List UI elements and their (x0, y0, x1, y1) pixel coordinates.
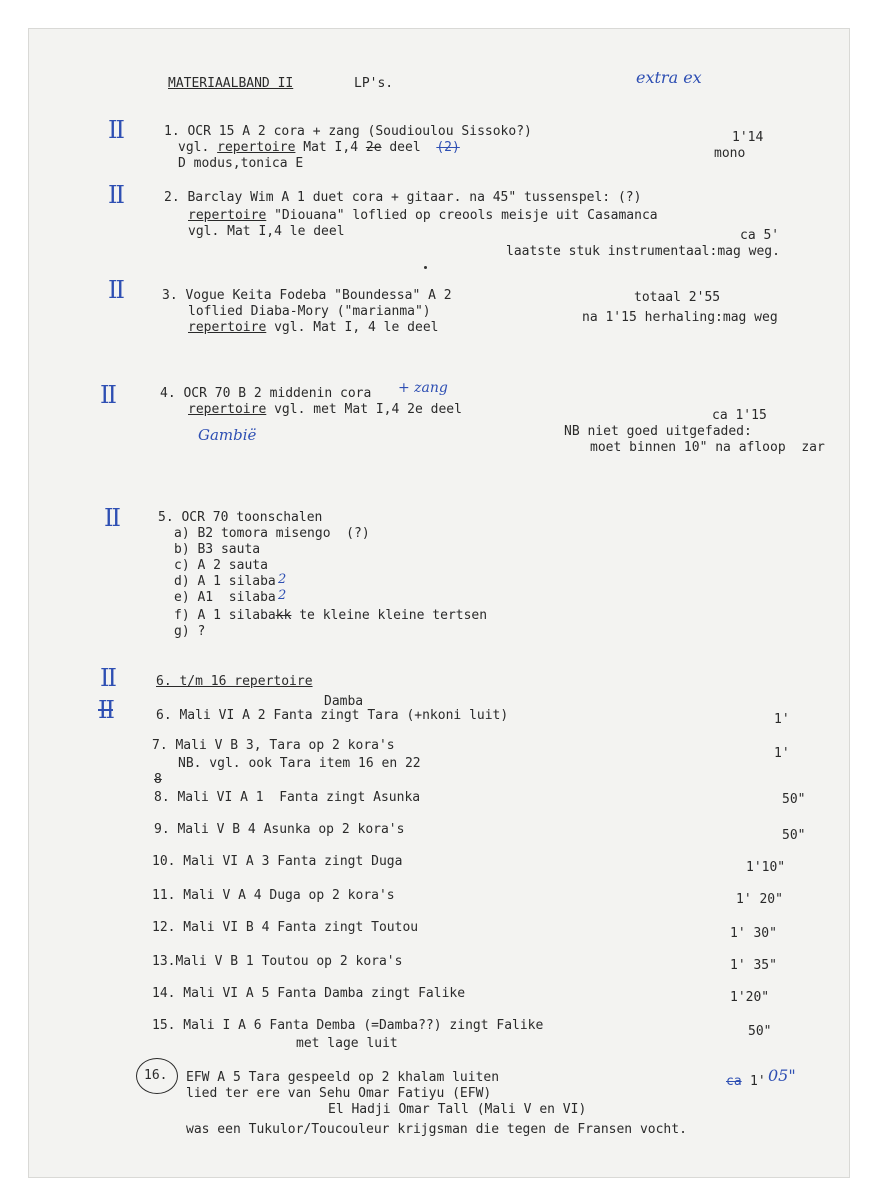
item-14-duration: 1'20" (730, 990, 770, 1005)
item-4-line-2: repertoire vgl. met Mat I,4 2e deel (188, 402, 462, 417)
item-4-nb-line-2: moet binnen 10" na afloop zar (590, 440, 825, 455)
document-page (28, 28, 850, 1178)
item-5-sub-f: f) A 1 silabakk te kleine kleine tertsen (174, 608, 488, 623)
item-3-note: na 1'15 herhaling:mag weg (582, 310, 778, 325)
item-5-hand-mark-e: 2 (278, 588, 287, 603)
roman-numeral-mark-5: II (104, 504, 119, 532)
item-16-line-3: El Hadji Omar Tall (Mali V en VI) (328, 1102, 587, 1117)
item-11-duration: 1' 20" (736, 892, 783, 907)
roman-numeral-mark-crossed: II (98, 696, 113, 724)
item-13-line: 13.Mali V B 1 Toutou op 2 kora's (152, 954, 403, 969)
item-16-duration-handwritten: 05" (768, 1066, 796, 1085)
item-2-note: laatste stuk instrumentaal:mag weg. (506, 244, 780, 259)
item-16-duration: 1' (750, 1074, 766, 1089)
roman-numeral-mark-6: II (100, 664, 115, 692)
item-4-line-1: 4. OCR 70 B 2 middenin cora (160, 386, 372, 401)
item-5-line-1: 5. OCR 70 toonschalen (158, 510, 323, 525)
item-9-line: 9. Mali V B 4 Asunka op 2 kora's (154, 822, 405, 837)
item-4-handwritten-gambie: Gambië (198, 426, 257, 444)
item-5-hand-mark-d: 2 (278, 572, 287, 587)
item-15-line-2: met lage luit (296, 1036, 398, 1051)
item-5-sub-a: a) B2 tomora misengo (?) (174, 526, 370, 541)
item-16-line-4: was een Tukulor/Toucouleur krijgsman die tegen de Fransen vocht. (186, 1122, 687, 1137)
roman-numeral-mark-3: II (108, 276, 123, 304)
item-6-line-1: 6. Mali VI A 2 Fanta zingt Tara (+nkoni luit) (156, 708, 509, 723)
item-10-duration: 1'10" (746, 860, 786, 875)
item-2-line-1: 2. Barclay Wim A 1 duet cora + gitaar. na 45" tussenspel: (?) (164, 190, 642, 205)
item-8-line: 8. Mali VI A 1 Fanta zingt Asunka (154, 790, 421, 805)
item-16-line-2: lied ter ere van Sehu Omar Fatiyu (EFW) (186, 1086, 492, 1101)
item-7-line-1: 7. Mali V B 3, Tara op 2 kora's (152, 738, 395, 753)
item-7-duration: 1' (774, 746, 790, 761)
item-5-sub-e: e) A1 silaba (174, 590, 276, 605)
item-16-duration-struck: ca (726, 1074, 742, 1089)
item-1-line-3: D modus,tonica E (178, 156, 304, 171)
item-5-sub-b: b) B3 sauta (174, 542, 261, 557)
item-12-line: 12. Mali VI B 4 Fanta zingt Toutou (152, 920, 419, 935)
item-11-line: 11. Mali V A 4 Duga op 2 kora's (152, 888, 395, 903)
item-9-duration: 50" (782, 828, 806, 843)
item-3-line-3: repertoire vgl. Mat I, 4 le deel (188, 320, 439, 335)
item-4-nb-line-1: NB niet goed uitgefaded: (564, 424, 752, 439)
item-1-mono: mono (714, 146, 746, 161)
item-6-duration: 1' (774, 712, 790, 727)
item-1-line-2: vgl. repertoire Mat I,4 2e deel (2) (178, 140, 460, 155)
paper-speck (424, 266, 427, 269)
item-12-duration: 1' 30" (730, 926, 777, 941)
item-2-duration: ca 5' (740, 228, 780, 243)
item-16-number: 16. (144, 1068, 168, 1083)
item-5-sub-d: d) A 1 silaba (174, 574, 276, 589)
item-7-line-3: 8 (154, 772, 162, 787)
handwritten-extra-ex: extra ex (636, 68, 702, 87)
item-15-line-1: 15. Mali I A 6 Fanta Demba (=Damba??) zingt Falike (152, 1018, 544, 1033)
item-2-line-3: vgl. Mat I,4 le deel (188, 224, 345, 239)
item-1-line-1: 1. OCR 15 A 2 cora + zang (Soudioulou Sissoko?) (164, 124, 532, 139)
item-10-line: 10. Mali VI A 3 Fanta zingt Duga (152, 854, 403, 869)
document-title: MATERIAALBAND II (168, 76, 294, 91)
roman-numeral-mark-1: II (108, 116, 123, 144)
item-2-line-2: repertoire "Diouana" loflied op creools meisje uit Casamanca (188, 208, 658, 223)
item-3-total: totaal 2'55 (634, 290, 721, 305)
item-13-duration: 1' 35" (730, 958, 777, 973)
item-3-line-2: loflied Diaba-Mory ("marianma") (188, 304, 431, 319)
item-6-damba-annotation: Damba (324, 694, 364, 709)
item-3-line-1: 3. Vogue Keita Fodeba "Boundessa" A 2 (162, 288, 452, 303)
item-8-duration: 50" (782, 792, 806, 807)
document-subtitle: LP's. (354, 76, 394, 91)
item-16-line-1: EFW A 5 Tara gespeeld op 2 khalam luiten (186, 1070, 500, 1085)
roman-numeral-mark-2: II (108, 181, 123, 209)
item-5-sub-g: g) ? (174, 624, 206, 639)
item-1-duration: 1'14 (732, 130, 764, 145)
roman-numeral-mark-4: II (100, 381, 115, 409)
item-5-sub-c: c) A 2 sauta (174, 558, 268, 573)
item-14-line: 14. Mali VI A 5 Fanta Damba zingt Falike (152, 986, 466, 1001)
item-4-handwritten-zang: + zang (398, 380, 448, 396)
item-4-duration: ca 1'15 (712, 408, 767, 423)
item-15-duration: 50" (748, 1024, 772, 1039)
section-heading-repertoire: 6. t/m 16 repertoire (156, 674, 313, 689)
item-7-line-2: NB. vgl. ook Tara item 16 en 22 (178, 756, 421, 771)
